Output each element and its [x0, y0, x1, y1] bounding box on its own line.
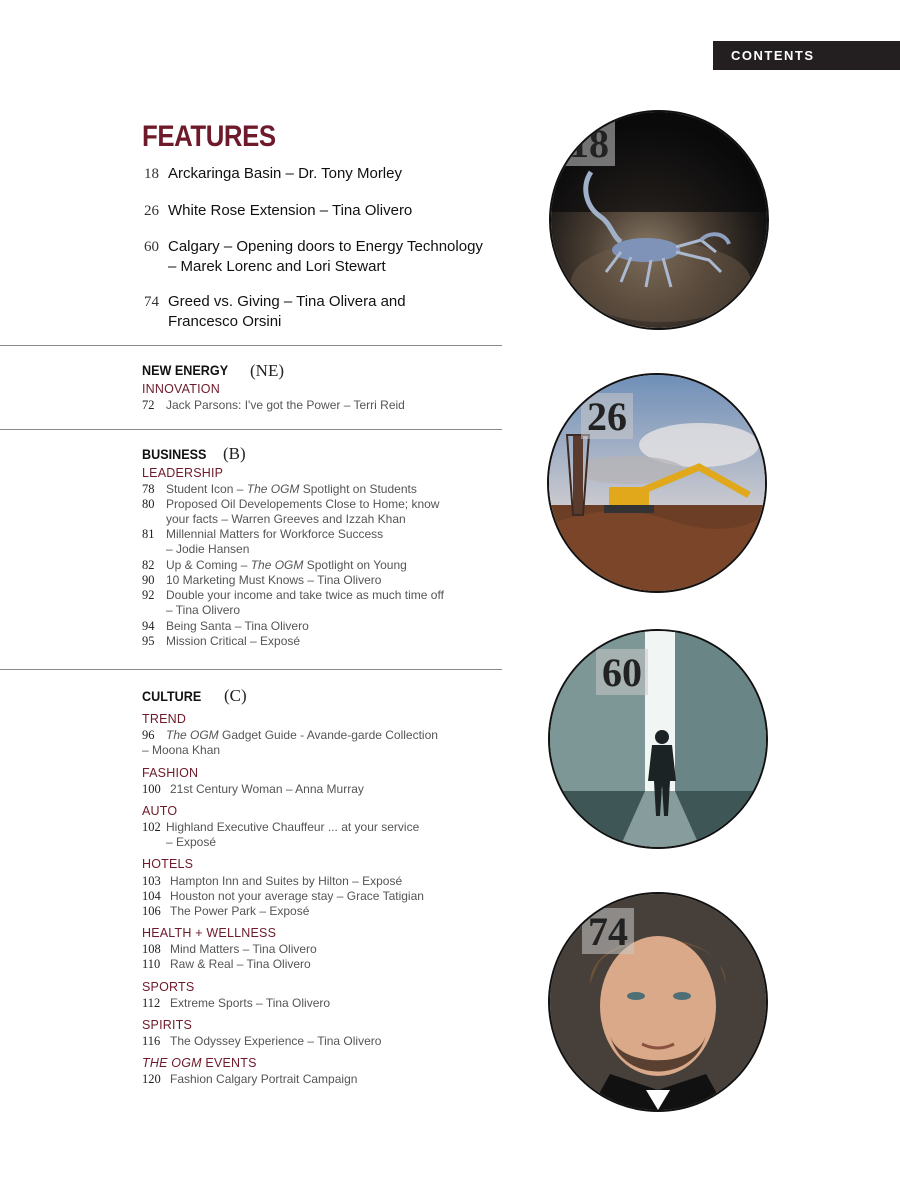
entry-page-number: 96	[142, 728, 155, 742]
entry-page-number: 104	[142, 889, 161, 903]
entry-page-number: 106	[142, 904, 161, 918]
feature-title: Arckaringa Basin – Dr. Tony Morley	[168, 165, 402, 182]
subsection-auto: AUTO	[142, 804, 178, 818]
entry-title-post: Spotlight on Young	[303, 558, 407, 572]
feature-item[interactable]	[144, 292, 406, 331]
entry-title: The Odyssey Experience – Tina Olivero	[170, 1034, 382, 1048]
entry-title-post: Spotlight on Students	[299, 482, 417, 496]
entry-title: The Power Park – Exposé	[170, 904, 310, 918]
contents-label: CONTENTS	[731, 48, 815, 63]
entry-title-line2: – Exposé	[166, 835, 217, 849]
feature-title-line2: – Marek Lorenc and Lori Stewart	[168, 258, 386, 275]
toc-entry[interactable]	[142, 619, 309, 634]
image-page-number: 26	[581, 393, 633, 439]
toc-entry[interactable]	[142, 996, 330, 1011]
entry-page-number: 95	[142, 634, 155, 648]
subsection-innovation: INNOVATION	[142, 382, 220, 396]
toc-entry[interactable]	[142, 527, 383, 557]
features-title: FEATURES	[142, 120, 276, 153]
entry-title: Houston not your average stay – Grace Tatigian	[170, 889, 424, 903]
subsection-events-em: THE OGM	[142, 1056, 202, 1070]
subsection-hotels: HOTELS	[142, 857, 194, 871]
section-title-business: BUSINESS	[142, 446, 207, 462]
entry-title: Proposed Oil Developements Close to Home; know	[166, 497, 440, 511]
toc-entry[interactable]	[142, 904, 309, 919]
subsection-sports: SPORTS	[142, 980, 195, 994]
section-divider	[0, 345, 502, 346]
entry-page-number: 120	[142, 1072, 161, 1086]
subsection-leadership: LEADERSHIP	[142, 466, 224, 480]
entry-title-em: The OGM	[246, 482, 300, 496]
entry-title: 10 Marketing Must Knows – Tina Olivero	[166, 573, 382, 587]
entry-title: Double your income and take twice as much time off	[166, 588, 444, 602]
entry-title-line2: – Jodie Hansen	[166, 542, 250, 556]
toc-entry[interactable]	[142, 942, 317, 957]
section-code-culture: (C)	[224, 686, 247, 705]
entry-page-number: 112	[142, 996, 161, 1010]
image-page-number: 18	[563, 120, 615, 166]
entry-page-number: 80	[142, 497, 155, 511]
entry-title: Millennial Matters for Workforce Success	[166, 527, 384, 541]
entry-title: Jack Parsons: I've got the Power – Terri Reid	[166, 398, 405, 412]
toc-entry[interactable]	[142, 482, 417, 497]
entry-page-number: 116	[142, 1034, 161, 1048]
feature-title: Greed vs. Giving – Tina Olivera and	[168, 293, 406, 310]
feature-item[interactable]	[144, 201, 412, 221]
feature-image-excavator[interactable]	[547, 373, 767, 593]
entry-page-number: 78	[142, 482, 155, 496]
entry-title-line2: your facts – Warren Greeves and Izzah Khan	[166, 512, 406, 526]
entry-page-number: 100	[142, 782, 161, 796]
entry-title: Highland Executive Chauffeur ... at your service	[166, 820, 420, 834]
section-title-new-energy: NEW ENERGY	[142, 362, 229, 378]
toc-entry[interactable]	[142, 573, 381, 588]
toc-entry[interactable]	[142, 558, 407, 573]
subsection-health-wellness: HEALTH + WELLNESS	[142, 926, 277, 940]
toc-entry[interactable]	[142, 728, 438, 758]
subsection-spirits: SPIRITS	[142, 1018, 193, 1032]
subsection-trend: TREND	[142, 712, 187, 726]
section-divider	[0, 429, 502, 430]
feature-title-line2: Francesco Orsini	[168, 313, 282, 330]
section-divider	[0, 669, 502, 670]
subsection-fashion: FASHION	[142, 766, 199, 780]
section-title-culture: CULTURE	[142, 688, 202, 704]
section-code-new-energy: (NE)	[250, 361, 284, 380]
entry-title-post: Gadget Guide - Avande-garde Collection	[218, 728, 438, 742]
toc-entry[interactable]	[142, 874, 402, 889]
feature-item[interactable]	[144, 164, 402, 184]
entry-title: Hampton Inn and Suites by Hilton – Exposé	[170, 874, 403, 888]
entry-page-number: 102	[142, 820, 161, 834]
entry-page-number: 92	[142, 588, 155, 602]
toc-entry[interactable]	[142, 782, 364, 797]
toc-entry[interactable]	[142, 398, 405, 413]
feature-page-number: 74	[144, 294, 159, 310]
feature-image-portrait[interactable]	[548, 892, 768, 1112]
image-page-number: 60	[596, 649, 648, 695]
section-code-business: (B)	[223, 444, 246, 463]
image-page-number: 74	[582, 908, 634, 954]
entry-title: Fashion Calgary Portrait Campaign	[170, 1072, 358, 1086]
toc-entry[interactable]	[142, 588, 444, 618]
subsection-events-post: EVENTS	[201, 1056, 257, 1070]
entry-page-number: 110	[142, 957, 161, 971]
feature-page-number: 26	[144, 203, 159, 219]
entry-title-line2: – Moona Khan	[142, 743, 221, 757]
contents-tab	[713, 41, 900, 70]
toc-entry[interactable]	[142, 1034, 381, 1049]
toc-entry[interactable]	[142, 1072, 357, 1087]
feature-page-number: 18	[144, 166, 159, 182]
subsection-ogm-events	[142, 1056, 257, 1070]
entry-title: Mission Critical – Exposé	[166, 634, 301, 648]
entry-page-number: 81	[142, 527, 155, 541]
feature-item[interactable]	[144, 237, 483, 276]
toc-entry[interactable]	[142, 820, 419, 850]
entry-page-number: 94	[142, 619, 155, 633]
entry-title: 21st Century Woman – Anna Murray	[170, 782, 364, 796]
entry-page-number: 72	[142, 398, 155, 412]
feature-image-doorway[interactable]	[548, 629, 768, 849]
entry-title-pre: Student Icon –	[166, 482, 247, 496]
toc-entry[interactable]	[142, 889, 424, 904]
entry-page-number: 108	[142, 942, 161, 956]
feature-image-scorpion[interactable]	[549, 110, 769, 330]
toc-entry[interactable]	[142, 634, 300, 649]
entry-title: Being Santa – Tina Olivero	[166, 619, 309, 633]
entry-title-line2: – Tina Olivero	[166, 603, 241, 617]
feature-title: White Rose Extension – Tina Olivero	[168, 202, 413, 219]
entry-title-pre: Up & Coming –	[166, 558, 251, 572]
entry-page-number: 82	[142, 558, 155, 572]
feature-page-number: 60	[144, 239, 159, 255]
doorway-illustration	[550, 631, 766, 847]
toc-entry[interactable]	[142, 957, 311, 972]
entry-page-number: 103	[142, 874, 161, 888]
entry-title: Raw & Real – Tina Olivero	[170, 957, 311, 971]
entry-page-number: 90	[142, 573, 155, 587]
entry-title-em: The OGM	[250, 558, 304, 572]
entry-title: Extreme Sports – Tina Olivero	[170, 996, 331, 1010]
entry-title-em: The OGM	[166, 728, 219, 742]
toc-entry[interactable]	[142, 497, 439, 527]
feature-title: Calgary – Opening doors to Energy Technology	[168, 238, 483, 255]
entry-title: Mind Matters – Tina Olivero	[170, 942, 317, 956]
